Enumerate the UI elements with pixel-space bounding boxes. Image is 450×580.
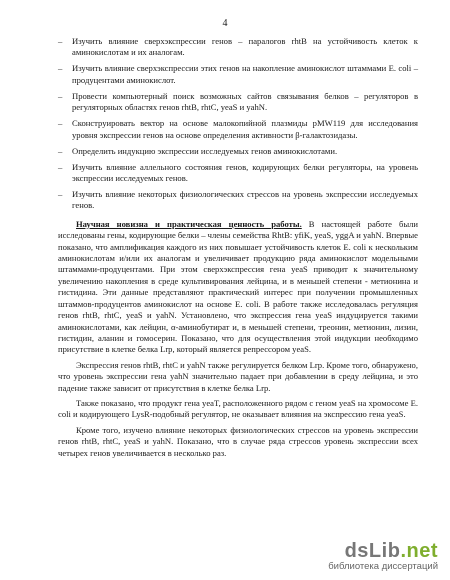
bullet-mark: – [58, 118, 63, 129]
list-item-text: Изучить влияние сверхэкспрессии этих генов на накопление аминокислот штаммами E. coli – продуцентами аминокислот. [72, 63, 418, 85]
page-number: 4 [222, 18, 228, 29]
section-heading: Научная новизна и практическая ценность работы. [76, 218, 302, 229]
list-item [58, 91, 418, 114]
bullet-mark: – [58, 145, 63, 156]
logo-dot: . [400, 540, 407, 562]
list-item [58, 118, 418, 141]
list-item-text: Изучить влияние некоторых физиологических стрессов на уровень экспрессии исследуемых генов. [72, 189, 418, 211]
bullet-mark: – [58, 161, 63, 172]
list-item [58, 189, 418, 212]
list-item-text: Сконструировать вектор на основе малокопийной плазмиды pMW119 для исследования уровня экспрессии генов на основе определения активности β-галактозидазы. [72, 118, 418, 140]
list-item-text: Изучить влияние сверхэкспрессии генов – паралогов rhtB на устойчивость клеток к аминокислотам и их аналогам. [72, 36, 418, 58]
list-item [58, 36, 418, 59]
list-item-text: Изучить влияние аллельного состояния генов, кодирующих белки регуляторы, на уровень экспрессии исследуемых генов. [72, 161, 418, 184]
logo-tld: net [406, 540, 438, 562]
body-paragraph: Также показано, что продукт гена yeaT, расположенного рядом с геном yeaS на хромосоме E. coli и кодирующего LysR-подобный регулятор, не оказывает влияния на экспрессию гена yeaS. [58, 397, 418, 420]
bullet-mark: – [58, 63, 63, 74]
body-paragraph: Кроме того, изучено влияние некоторых физиологических стрессов на уровень экспрессии генов rhtB, rhtC, yeaS и yahN. Показано, что в случае ряда стрессов уровень экспрессии всех четырех генов увеличивается в несколько раз. [58, 424, 418, 458]
novelty-paragraph [58, 219, 418, 356]
list-item-text: Определить индукцию экспрессии исследуемых генов аминокислотами. [72, 145, 338, 156]
list-item-text: Провести компьютерный поиск возможных сайтов связывания белков – регуляторов в регуляторных областях генов rhtB, rhtC, yeaS и yahN. [72, 90, 418, 113]
novelty-text: В настоящей работе были исследованы гены, кодирующие белки – члены семейства RhtB: yfiK, yeaS, yggA и yahN. Впервые показано, что амплификация каждого из них повышает устойчивость клеток E. coli к нескольким аминокислотам и/или их аналогам и увеличивает продукцию ряда аминокислот модельными штаммами-продуцентами. При этом сверхэкспрессия гена yeaS приводит к значительному увеличению накопления в среде культивирования лейцина, и в меньшей степени - метионина и гистидина. Эти данные представляют практический интерес при получении промышленных штаммов-продуцентов аминокислот на основе E. coli. В работе также исследовалась регуляция генов rhtB, rhtC, yeaS и yahN. Установлено, что экспрессия гена yeaS индуцируется такими аминокислотами, как лейцин, α-аминобутират и, в меньшей степени, треонин, метионин, лизин, гистидин, аланин и гомосерин. Показано, что для осуществления этой индукции необходимо присутствие в клетке белка Lrp, который является репрессором yeaS. [58, 218, 418, 355]
list-item [58, 162, 418, 185]
body-paragraph: Экспрессия генов rhtB, rhtC и yahN также регулируется белком Lrp. Кроме того, обнаружено, что уровень экспрессии гена yahN значительно падает при добавлении в среду лейцина, и это падение также зависит от присутствия в клетке белка Lrp. [58, 359, 418, 393]
list-item [58, 63, 418, 86]
logo-subtitle: библиотека диссертаций [328, 561, 438, 572]
bullet-mark: – [58, 36, 63, 46]
watermark-footer [0, 538, 450, 580]
bullet-mark: – [58, 90, 63, 101]
list-item [58, 146, 418, 157]
bullet-mark: – [58, 189, 63, 200]
document-body [58, 36, 418, 463]
logo-wordmark [328, 540, 438, 563]
logo-brand: dsLib [344, 540, 401, 562]
dslib-logo[interactable] [328, 540, 438, 572]
